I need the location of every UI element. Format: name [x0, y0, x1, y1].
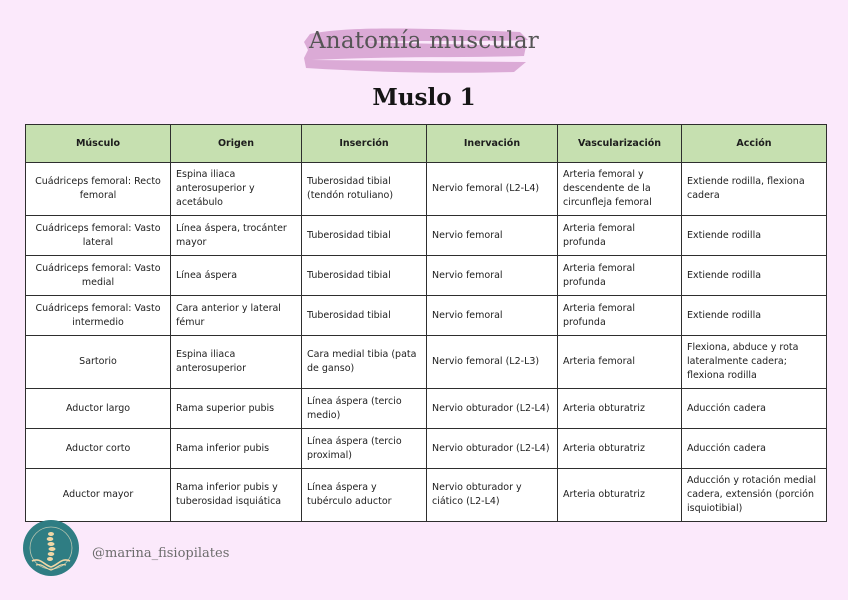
- column-header-vascularizacion: Vascularización: [558, 125, 682, 163]
- cell-insercion: Cara medial tibia (pata de ganso): [302, 336, 427, 389]
- cell-insercion: Línea áspera (tercio proximal): [302, 429, 427, 469]
- document-title: Muslo 1: [372, 84, 476, 111]
- cell-insercion: Línea áspera (tercio medio): [302, 389, 427, 429]
- cell-inervacion: Nervio femoral: [427, 296, 558, 336]
- table-header-row: [26, 125, 827, 163]
- cell-musculo: Cuádriceps femoral: Vasto medial: [26, 256, 171, 296]
- cell-inervacion: Nervio obturador (L2-L4): [427, 429, 558, 469]
- cell-insercion: Tuberosidad tibial: [302, 296, 427, 336]
- cell-origen: Línea áspera: [171, 256, 302, 296]
- cell-origen: Rama inferior pubis: [171, 429, 302, 469]
- cell-vascularizacion: Arteria femoral y descendente de la circunfleja femoral: [558, 163, 682, 216]
- cell-musculo: Aductor mayor: [26, 469, 171, 522]
- cell-musculo: Cuádriceps femoral: Recto femoral: [26, 163, 171, 216]
- cell-musculo: Aductor corto: [26, 429, 171, 469]
- cell-accion: Extiende rodilla: [682, 256, 827, 296]
- cell-accion: Aducción cadera: [682, 389, 827, 429]
- cell-musculo: Cuádriceps femoral: Vasto intermedio: [26, 296, 171, 336]
- cell-insercion: Tuberosidad tibial: [302, 256, 427, 296]
- cell-accion: Aducción y rotación medial cadera, extensión (porción isquiotibial): [682, 469, 827, 522]
- cell-musculo: Sartorio: [26, 336, 171, 389]
- cell-origen: Rama superior pubis: [171, 389, 302, 429]
- cell-musculo: Aductor largo: [26, 389, 171, 429]
- cell-insercion: Línea áspera y tubérculo aductor: [302, 469, 427, 522]
- cell-inervacion: Nervio obturador (L2-L4): [427, 389, 558, 429]
- cell-vascularizacion: Arteria obturatriz: [558, 429, 682, 469]
- document-subtitle: Anatomía muscular: [309, 28, 539, 54]
- cell-inervacion: Nervio obturador y ciático (L2-L4): [427, 469, 558, 522]
- social-handle: @marina_fisiopilates: [92, 546, 230, 561]
- cell-insercion: Tuberosidad tibial (tendón rotuliano): [302, 163, 427, 216]
- table-row: [26, 336, 827, 389]
- table-row: [26, 163, 827, 216]
- spine-fisio-logo-icon: [22, 519, 80, 577]
- table-row: [26, 429, 827, 469]
- cell-accion: Extiende rodilla, flexiona cadera: [682, 163, 827, 216]
- table-row: [26, 216, 827, 256]
- cell-vascularizacion: Arteria obturatriz: [558, 389, 682, 429]
- cell-inervacion: Nervio femoral: [427, 256, 558, 296]
- cell-vascularizacion: Arteria femoral profunda: [558, 296, 682, 336]
- cell-origen: Espina iliaca anterosuperior y acetábulo: [171, 163, 302, 216]
- cell-origen: Rama inferior pubis y tuberosidad isquiática: [171, 469, 302, 522]
- column-header-insercion: Inserción: [302, 125, 427, 163]
- cell-vascularizacion: Arteria femoral profunda: [558, 216, 682, 256]
- cell-inervacion: Nervio femoral: [427, 216, 558, 256]
- cell-insercion: Tuberosidad tibial: [302, 216, 427, 256]
- table-header: [26, 125, 827, 163]
- cell-origen: Espina iliaca anterosuperior: [171, 336, 302, 389]
- cell-origen: Línea áspera, trocánter mayor: [171, 216, 302, 256]
- cell-musculo: Cuádriceps femoral: Vasto lateral: [26, 216, 171, 256]
- table-row: [26, 256, 827, 296]
- cell-accion: Aducción cadera: [682, 429, 827, 469]
- cell-accion: Flexiona, abduce y rota lateralmente cadera; flexiona rodilla: [682, 336, 827, 389]
- cell-accion: Extiende rodilla: [682, 296, 827, 336]
- column-header-accion: Acción: [682, 125, 827, 163]
- column-header-inervacion: Inervación: [427, 125, 558, 163]
- table-row: [26, 469, 827, 522]
- cell-vascularizacion: Arteria femoral profunda: [558, 256, 682, 296]
- table-row: [26, 389, 827, 429]
- cell-vascularizacion: Arteria femoral: [558, 336, 682, 389]
- cell-accion: Extiende rodilla: [682, 216, 827, 256]
- table-body: [26, 163, 827, 522]
- column-header-origen: Origen: [171, 125, 302, 163]
- cell-origen: Cara anterior y lateral fémur: [171, 296, 302, 336]
- cell-inervacion: Nervio femoral (L2-L3): [427, 336, 558, 389]
- cell-inervacion: Nervio femoral (L2-L4): [427, 163, 558, 216]
- cell-vascularizacion: Arteria obturatriz: [558, 469, 682, 522]
- column-header-musculo: Músculo: [26, 125, 171, 163]
- table-row: [26, 296, 827, 336]
- muscle-table: [25, 124, 827, 522]
